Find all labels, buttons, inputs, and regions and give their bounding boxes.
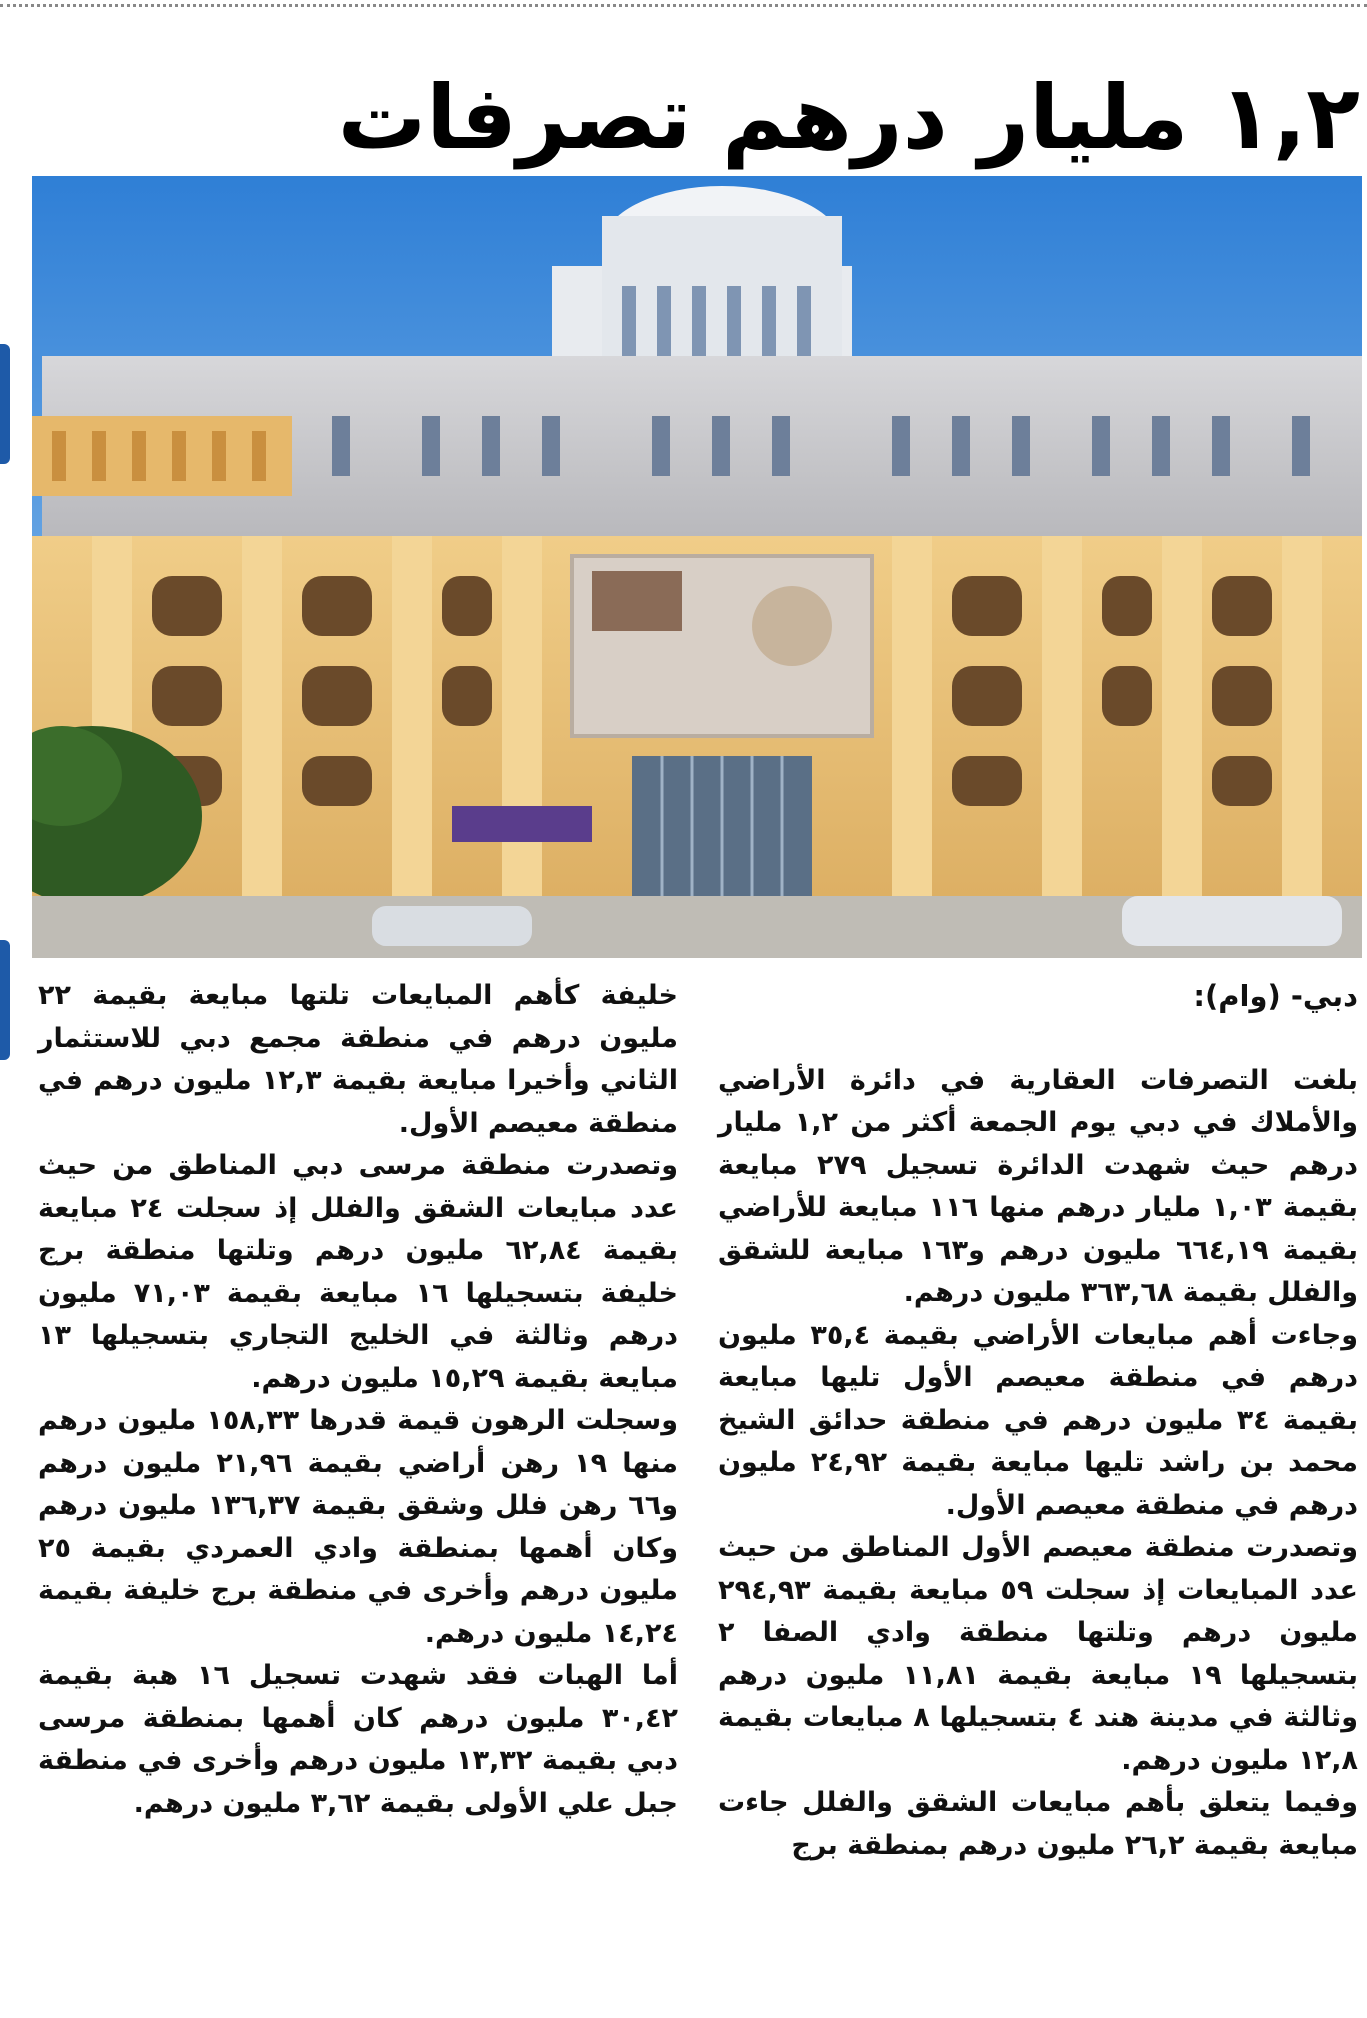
article-paragraph: وتصدرت منطقة مرسى دبي المناطق من حيث عدد مبايعات الشقق والفلل إذ سجلت ٢٤ مبايعة بقيمة ٦٢,٨٤ مليون درهم وتلتها منطقة برج خليفة بتسجيلها ١٦ مبايعة بقيمة ٧١,٠٣ مليون درهم وثالثة في الخليج التجاري بتسجيلها ١٣ مبايعة بقيمة ١٥,٢٩ مليون درهم. xyxy=(38,1150,678,1394)
article-dateline: دبي- (وام): xyxy=(1193,979,1358,1013)
article-photo xyxy=(32,176,1362,958)
article-paragraph: أما الهبات فقد شهدت تسجيل ١٦ هبة بقيمة ٣٠,٤٢ مليون درهم كان أهمها بمنطقة مرسى دبي بقيمة ١٣,٣٢ مليون درهم وأخرى في منطقة جبل علي الأولى بقيمة ٣,٦٢ مليون درهم. xyxy=(38,1660,679,1819)
page-edge-marker-bottom xyxy=(0,940,10,1060)
article-paragraph: وجاءت أهم مبايعات الأراضي بقيمة ٣٥,٤ مليون درهم في منطقة معيصم الأول تليها مبايعة بقيمة ٣٤ مليون درهم في منطقة حدائق الشيخ محمد بن راشد تليها مبايعة بقيمة ٢٤,٩٢ مليون درهم في منطقة معيصم الأول. xyxy=(718,1319,1359,1521)
page-edge-marker-top xyxy=(0,344,10,464)
article-paragraph: وفيما يتعلق بأهم مبايعات الشقق والفلل جاءت مبايعة بقيمة ٢٦,٢ مليون درهم بمنطقة برج xyxy=(718,1787,1358,1861)
article-paragraph: خليفة كأهم المبايعات تلتها مبايعة بقيمة ٢٢ مليون درهم في منطقة مجمع دبي للاستثمار الثاني وأخيرا مبايعة بقيمة ١٢,٣ مليون درهم في منطقة معيصم الأول. xyxy=(38,980,678,1139)
article-paragraph: وتصدرت منطقة معيصم الأول المناطق من حيث عدد المبايعات إذ سجلت ٥٩ مبايعة بقيمة ٢٩٤,٩٣ مليون درهم وتلتها منطقة وادي الصفا ٢ بتسجيلها ١٩ مبايعة بقيمة ١١,٨١ مليون درهم وثالثة في مدينة هند ٤ بتسجيلها ٨ مبايعات بقيمة ١٢,٨ مليون درهم. xyxy=(718,1532,1358,1776)
article-headline: ١,٢ مليار درهم تصرفات xyxy=(337,66,1360,169)
top-dotted-rule xyxy=(0,4,1367,7)
article-paragraph: وسجلت الرهون قيمة قدرها ١٥٨,٣٣ مليون درهم منها ١٩ رهن أراضي بقيمة ٢١,٩٦ مليون درهم و٦٦ رهن فلل وشقق بقيمة ١٣٦,٣٧ مليون درهم وكان أهمها بمنطقة وادي العمردي بقيمة ٢٥ مليون درهم وأخرى في منطقة برج خليفة بقيمة ١٤,٢٤ مليون درهم. xyxy=(38,1405,678,1649)
building-photo-illustration xyxy=(32,176,1362,958)
article-paragraph: بلغت التصرفات العقارية في دائرة الأراضي والأملاك في دبي يوم الجمعة أكثر من ١,٢ مليار درهم حيث شهدت الدائرة تسجيل ٢٧٩ مبايعة بقيمة ١,٠٣ مليار درهم منها ١١٦ مبايعة للأراضي بقيمة ٦٦٤,١٩ مليون درهم و١٦٣ مبايعة للشقق والفلل بقيمة ٣٦٣,٦٨ مليون درهم. xyxy=(718,1064,1359,1308)
article-column-right xyxy=(718,975,1358,2005)
article-column-left xyxy=(38,975,678,2005)
